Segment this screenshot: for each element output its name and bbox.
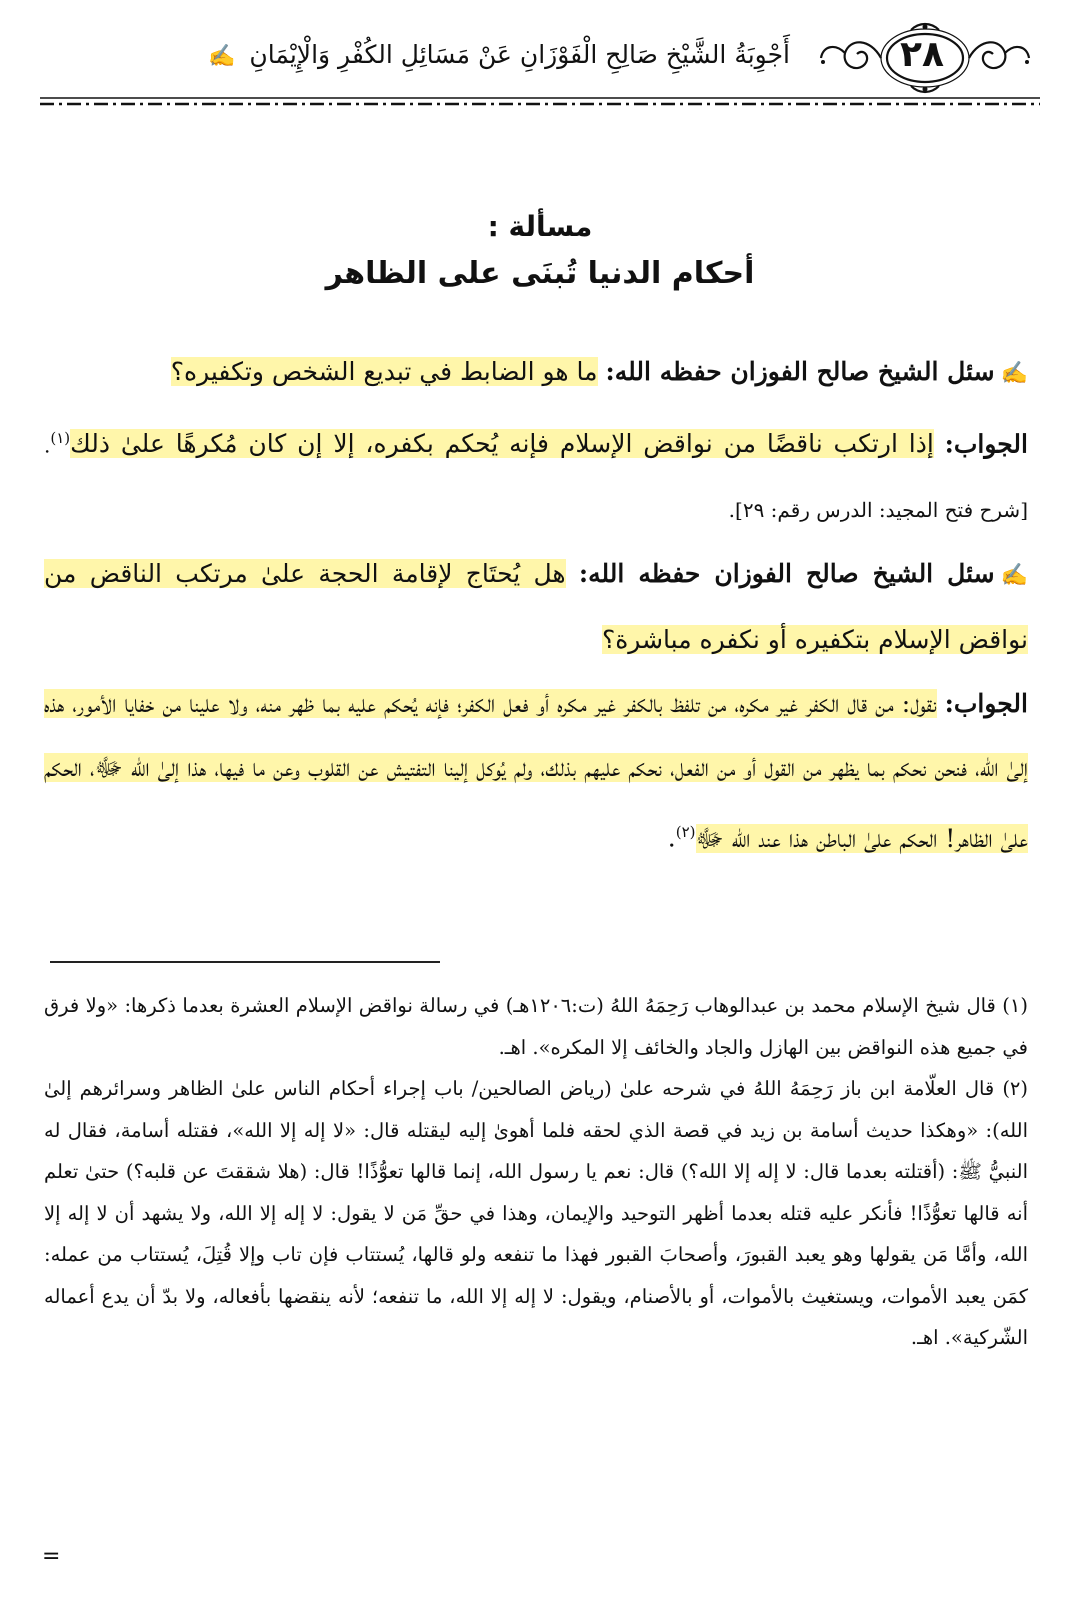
quill-icon: ✍	[208, 44, 236, 69]
answer-paragraph-2	[44, 672, 1028, 870]
footnote-ref: (١)	[50, 429, 71, 447]
answer-end: .	[667, 823, 676, 853]
footnote-2	[44, 1068, 1028, 1359]
question-paragraph-2	[44, 542, 1028, 672]
footnotes	[44, 985, 1028, 1359]
answer-lead: الجواب:	[944, 689, 1028, 719]
header-divider	[40, 92, 1040, 104]
page-header	[40, 18, 1040, 103]
footnote-1	[44, 985, 1028, 1068]
question-lead: سئل الشيخ صالح الفوزان حفظه الله:	[605, 357, 995, 386]
section-heading	[40, 205, 1040, 299]
section-title: أحكام الدنيا تُبنَى على الظاهر	[325, 256, 755, 291]
continuation-mark: =	[42, 1544, 61, 1569]
answer-lead: الجواب:	[944, 429, 1028, 459]
section-label: مسألة :	[487, 210, 593, 243]
running-title	[40, 40, 790, 69]
pen-icon: ✍	[1000, 563, 1028, 589]
question-text: ما هو الضابط في تبديع الشخص وتكفيره؟	[170, 357, 598, 386]
footnote-number: (٢)	[1002, 1077, 1029, 1100]
footnote-ref: (٢)	[675, 823, 696, 842]
answer-text: إذا ارتكب ناقضًا من نواقض الإسلام فإنه يُحكم بكفره، إلا إن كان مُكرهًا علىٰ ذلك	[70, 429, 934, 459]
main-text	[44, 340, 1028, 871]
footnote-text: قال العلّامة ابن باز رَحِمَهُ اللهُ في شرحه علىٰ (رياض الصالحين/ باب إجراء أحكام الناس علىٰ الظاهر وسرائرهم إلىٰ الله): «وهكذا حديث أسامة بن زيد في قصة الذي لحقه فلما أهوىٰ إليه ليقتله قال: «لا إله إلا الله»، فقتله أسامة، فقال له النبيُّ ﷺ: (أقتلته بعدما قال: لا إله إلا الله؟) قال: نعم يا رسول الله، إنما قالها تعوُّذًا! قال: (هلا شققتَ عن قلبه؟) حتىٰ تعلم أنه قالها تعوُّذًا! فأنكر عليه قتله بعدما أظهر التوحيد والإيمان، وهذا في حقِّ مَن لا يقول: لا إله إلا الله، ولا يشهد أن لا إله إلا الله، وأمَّا مَن يقولها وهو يعبد القبورَ، وأصحابَ القبور فهذا ما تنفعه ولو قالها، يُستتاب فإن تاب وإلا قُتِلَ، يُستتاب من عمله: كمَن يعبد الأموات، ويستغيث بالأموات، أو بالأصنام، ويقول: لا إله إلا الله، ما تنفعه؛ لأنه ينقضها بأفعاله، ولا بدّ أن يدع أعماله الشّركية». اهـ.	[44, 1077, 1028, 1349]
question-lead: سئل الشيخ صالح الفوزان حفظه الله:	[578, 559, 995, 589]
question-paragraph-1	[44, 340, 1028, 406]
running-title-text: أَجْوِبَةُ الشَّيْخِ صَالِحِ الْفَوْزَانِ عَنْ مَسَائِلِ الكُفْرِ وَالْإِيْمَانِ	[249, 40, 790, 69]
pen-icon: ✍	[1000, 361, 1028, 386]
page-number: ٢٨	[900, 34, 944, 75]
footnote-divider	[50, 961, 440, 963]
footnote-number: (١)	[1002, 994, 1028, 1017]
answer-paragraph-1	[44, 406, 1028, 542]
answer-text: نقول: من قال الكفر غير مكره، من تلفظ بالكفر غير مكره أو فعل الكفر؛ فإنه يُحكم عليه بما ظهر منه، ولا علينا من خفايا الأمور، هذه إلىٰ الله، فنحن نحكم بما يظهر من القول أو من الفعل، نحكم عليهم بذلك، ولم يُوكل إلينا التفتيش عن القلوب وعن ما فيها، هذا إلىٰ الله ﷻ، الحكم علىٰ الظاهر! الحكم علىٰ الباطن هذا عند الله ﷻ	[44, 689, 1028, 853]
page-number-ornament	[815, 18, 1035, 98]
footnote-text: قال شيخ الإسلام محمد بن عبدالوهاب رَحِمَهُ اللهُ (ت:١٢٠٦هـ) في رسالة نواقض الإسلام العشرة بعدما ذكرها: «ولا فرق في جميع هذه النواقض بين الهازل والجاد والخائف إلا المكره». اهـ.	[44, 994, 1028, 1059]
question-text: هل يُحتَاج لإقامة الحجة علىٰ مرتكب الناقض من نواقض الإسلام بتكفيره أو نكفره مباشرة؟	[44, 559, 1028, 655]
source-citation: . [شرح فتح المجيد: الدرس رقم: ٢٩].	[44, 433, 1028, 523]
